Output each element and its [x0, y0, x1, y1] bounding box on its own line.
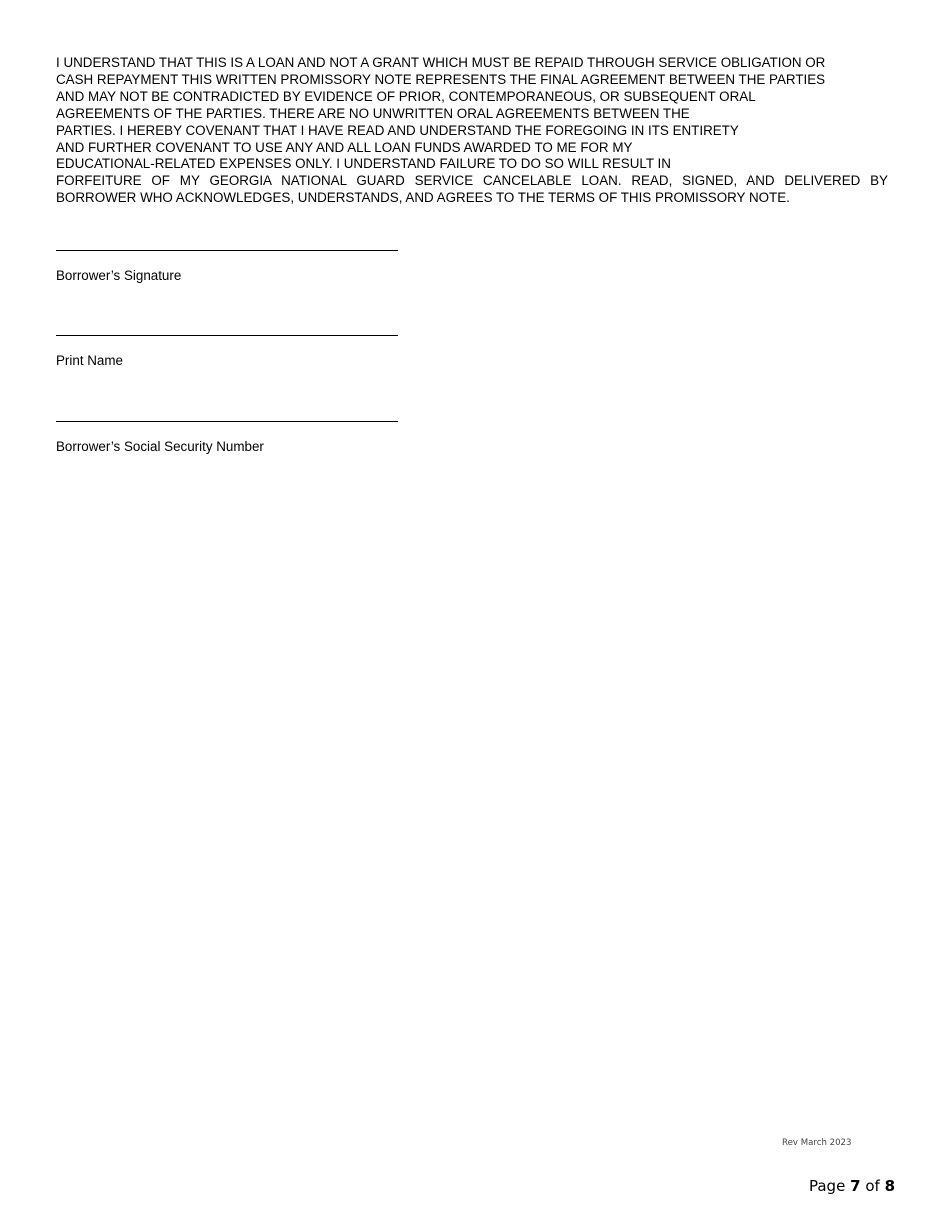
promissory-note-agreement-text: [56, 55, 888, 207]
page-number: [809, 1177, 895, 1195]
borrower-signature-field[interactable]: [56, 250, 401, 284]
page-of: of: [865, 1177, 880, 1195]
signature-line[interactable]: [56, 250, 398, 251]
agreement-line: FORFEITURE OF MY GEORGIA NATIONAL GUARD SERVICE CANCELABLE LOAN. READ, SIGNED, AND DELIVERED BY: [56, 173, 888, 189]
page-total: 8: [884, 1177, 895, 1195]
print-name-field[interactable]: [56, 335, 401, 369]
print-name-line[interactable]: [56, 335, 398, 336]
agreement-line: BORROWER WHO ACKNOWLEDGES, UNDERSTANDS, AND AGREES TO THE TERMS OF THIS PROMISSORY NOTE.: [56, 190, 790, 206]
agreement-line: AGREEMENTS OF THE PARTIES. THERE ARE NO UNWRITTEN ORAL AGREEMENTS BETWEEN THE: [56, 105, 690, 121]
ssn-line[interactable]: [56, 421, 398, 422]
revision-date: Rev March 2023: [782, 1138, 852, 1148]
agreement-line: AND MAY NOT BE CONTRADICTED BY EVIDENCE OF PRIOR, CONTEMPORANEOUS, OR SUBSEQUENT ORAL: [56, 88, 756, 104]
ssn-label: Borrower’s Social Security Number: [56, 439, 264, 454]
page-prefix: Page: [808, 1177, 846, 1195]
agreement-line: I UNDERSTAND THAT THIS IS A LOAN AND NOT A GRANT WHICH MUST BE REPAID THROUGH SERVICE OBLIGATION OR: [56, 55, 826, 70]
borrower-signature-label: Borrower’s Signature: [56, 268, 182, 283]
ssn-field[interactable]: [56, 421, 401, 455]
page-current: 7: [850, 1177, 861, 1195]
agreement-line: CASH REPAYMENT THIS WRITTEN PROMISSORY NOTE REPRESENTS THE FINAL AGREEMENT BETWEEN THE PARTIES: [56, 71, 826, 87]
print-name-label: Print Name: [56, 353, 123, 368]
agreement-line: AND FURTHER COVENANT TO USE ANY AND ALL LOAN FUNDS AWARDED TO ME FOR MY: [56, 139, 633, 155]
agreement-line: PARTIES. I HEREBY COVENANT THAT I HAVE READ AND UNDERSTAND THE FOREGOING IN ITS ENTIRETY: [56, 122, 739, 138]
agreement-line: EDUCATIONAL-RELATED EXPENSES ONLY. I UNDERSTAND FAILURE TO DO SO WILL RESULT IN: [56, 156, 671, 172]
